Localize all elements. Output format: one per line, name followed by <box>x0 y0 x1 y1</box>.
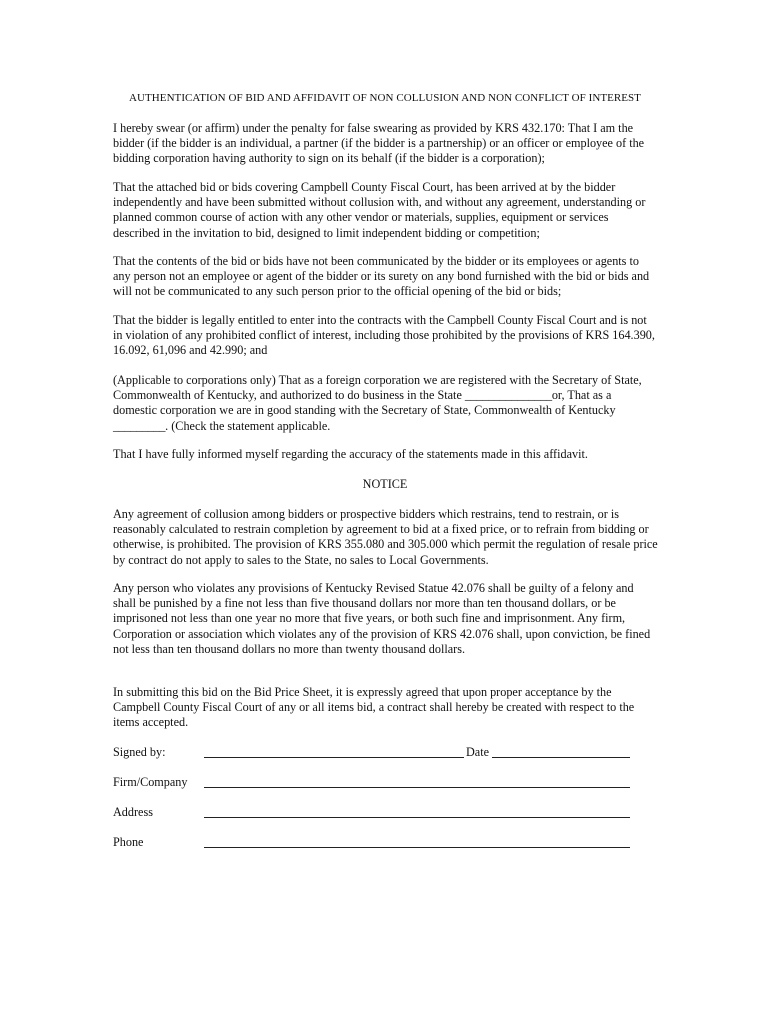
paragraph-not-communicated: That the contents of the bid or bids have not been communicated by the bidder or its employees or agents to any person not an employee or agent of the bidder or its surety on any bond furnished with the bid or bids and will not be communicated to any such person prior to the official opening of the bid or bids; <box>113 254 650 299</box>
or-text: or, <box>551 388 565 403</box>
paragraph-contract-acceptance: In submitting this bid on the Bid Price Sheet, it is expressly agreed that upon proper acceptance by the Campbell County Fiscal Court of any or all items bid, a contract shall hereby be created with respect to the items accepted. <box>113 685 635 730</box>
paragraph-swear: I hereby swear (or affirm) under the penalty for false swearing as provided by KRS 432.170: That I am the bidder (if the bidder is an individual, a partner (if the bidder is a partnership) or an officer or employee of the bidding corporation having authority to sign on its behalf (if the bidder is a corporation); <box>113 121 645 166</box>
document-title: AUTHENTICATION OF BID AND AFFIDAVIT OF NON COLLUSION AND NON CONFLICT OF INTEREST <box>129 92 641 104</box>
check-statement-text: . (Check the statement applicable. <box>165 418 331 433</box>
firm-company-label: Firm/Company <box>113 775 188 789</box>
kentucky-blank-field[interactable]: _________ <box>113 418 166 433</box>
paragraph-legally-entitled: That the bidder is legally entitled to enter into the contracts with the Campbell County Fiscal Court and is not in violation of any prohibited conflict of interest, including those prohibited by the provisions of KRS 164.390, 16.092, 61,096 and 42.990; and <box>113 313 655 358</box>
date-line[interactable] <box>492 757 630 758</box>
paragraph-informed: That I have fully informed myself regarding the accuracy of the statements made in this affidavit. <box>113 447 588 461</box>
address-label: Address <box>113 805 153 819</box>
address-line[interactable] <box>204 817 630 818</box>
paragraph-collusion-notice: Any agreement of collusion among bidders or prospective bidders which restrains, tend to restrain, or is reasonably calculated to restrain completion by agreement to bid at a fixed price, or to refrain from bidding or otherwise, is prohibited. The provision of KRS 355.080 and 305.000 which permit the regulation of resale price by contract do not apply to sales to the State, no sales to Local Governments. <box>113 507 658 567</box>
paragraph-penalty-notice: Any person who violates any provisions of Kentucky Revised Statue 42.076 shall be guilty of a felony and shall be punished by a fine not less than five thousand dollars nor more than ten thousand dollars, or be imprisoned not less than one year no more that five years, or both such fine and imprisonment. Any firm, Corporation or association which violates any of the provision of KRS 42.076 shall, upon conviction, be fined not less than ten thousand dollars no more than twenty thousand dollars. <box>113 581 651 656</box>
corporation-domestic-text: That as a domestic corporation we are in good standing with the Secretary of State, Commonwealth of Kentucky <box>113 388 616 418</box>
date-label: Date <box>466 745 490 759</box>
phone-line[interactable] <box>204 847 630 848</box>
notice-heading: NOTICE <box>362 477 408 491</box>
signed-by-label: Signed by: <box>113 745 166 759</box>
firm-company-line[interactable] <box>204 787 630 788</box>
corporation-foreign-text: (Applicable to corporations only) That as a foreign corporation we are registered with the Secretary of State, Commonwealth of Kentucky, and authorized to do business in the State <box>113 373 642 403</box>
paragraph-independent-bid: That the attached bid or bids covering Campbell County Fiscal Court, has been arrived at by the bidder independently and have been submitted without collusion with, and without any agreement, understanding or planned common course of action with any other vendor or materials, supplies, equipment or services described in the invitation to bid, designed to limit independent bidding or competition; <box>113 180 646 240</box>
signature-line[interactable] <box>204 757 464 758</box>
state-blank-field[interactable]: _______________ <box>464 388 552 403</box>
paragraph-corporation-status <box>113 373 658 434</box>
phone-label: Phone <box>113 835 144 849</box>
